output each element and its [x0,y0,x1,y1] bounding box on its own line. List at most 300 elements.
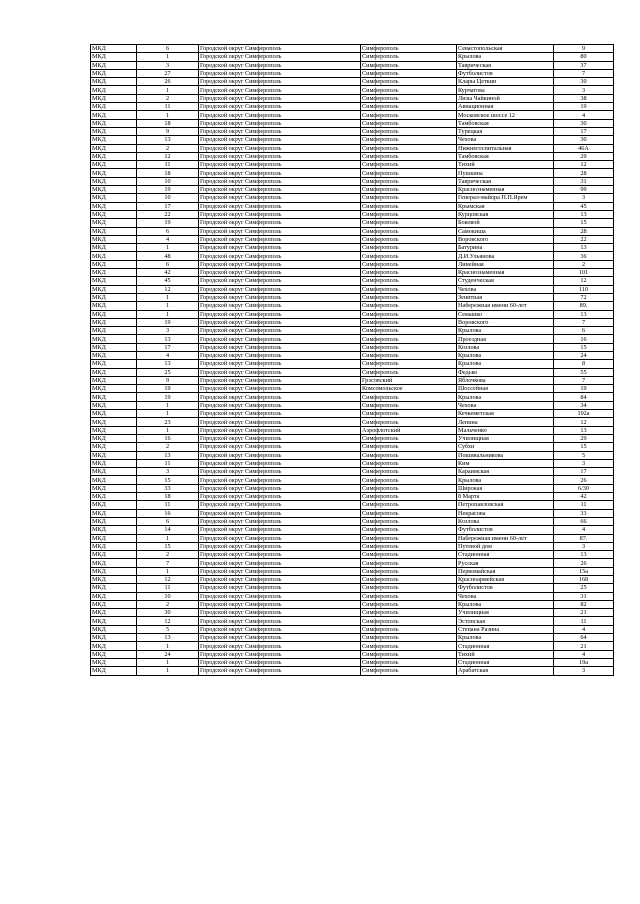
street-cell: Боковой [457,219,554,227]
locality-cell: Симферополь [361,161,457,169]
table-row [91,576,614,584]
table-row [91,194,614,202]
table-row [91,103,614,111]
house-number-cell: 110 [554,285,614,293]
number-cell: 1 [137,302,199,310]
number-cell: 12 [137,285,199,293]
district-cell: Городской округ Симферополь [199,642,361,650]
building-type-cell: МКД [91,53,137,61]
house-number-cell: 13 [554,244,614,252]
number-cell: 2 [137,443,199,451]
house-number-cell: 15 [554,443,614,451]
district-cell: Городской округ Симферополь [199,559,361,567]
district-cell: Городской округ Симферополь [199,385,361,393]
street-cell: Курцовская [457,210,554,218]
street-cell: Московское шоссе 12 [457,111,554,119]
house-number-cell: 13 [554,210,614,218]
district-cell: Городской округ Симферополь [199,584,361,592]
street-cell: Училищная [457,609,554,617]
street-cell: Пушкина [457,169,554,177]
number-cell: 11 [137,459,199,467]
building-type-cell: МКД [91,61,137,69]
house-number-cell: 12 [554,161,614,169]
house-number-cell: 28 [554,227,614,235]
street-cell: Арабатская [457,667,554,675]
building-type-cell: МКД [91,269,137,277]
district-cell: Городской округ Симферополь [199,451,361,459]
locality-cell: Симферополь [361,517,457,525]
building-type-cell: МКД [91,136,137,144]
locality-cell: Симферополь [361,476,457,484]
district-cell: Городской округ Симферополь [199,526,361,534]
building-type-cell: МКД [91,219,137,227]
building-type-cell: МКД [91,609,137,617]
street-cell: Русская [457,559,554,567]
house-number-cell: 3 [554,667,614,675]
table-row [91,219,614,227]
building-type-cell: МКД [91,459,137,467]
table-row [91,136,614,144]
locality-cell: Симферополь [361,650,457,658]
district-cell: Городской округ Симферополь [199,235,361,243]
table-row [91,617,614,625]
locality-cell: Симферополь [361,227,457,235]
table-row [91,484,614,492]
table-row [91,269,614,277]
street-cell: Тамбовская [457,152,554,160]
house-number-cell: 13 [554,310,614,318]
house-number-cell: 2 [554,260,614,268]
table-row [91,493,614,501]
number-cell: 3 [137,468,199,476]
table-row [91,368,614,376]
locality-cell: Грэсовский [361,376,457,384]
table-row [91,327,614,335]
building-type-cell: МКД [91,45,137,53]
table-row [91,335,614,343]
building-type-cell: МКД [91,368,137,376]
locality-cell: Симферополь [361,658,457,666]
house-number-cell: 192а [554,410,614,418]
locality-cell: Симферополь [361,443,457,451]
locality-cell: Симферополь [361,318,457,326]
street-cell: Футболистов [457,526,554,534]
locality-cell: Симферополь [361,252,457,260]
district-cell: Городской округ Симферополь [199,360,361,368]
district-cell: Городской округ Симферополь [199,269,361,277]
street-cell: Пошивальникова [457,451,554,459]
building-type-cell: МКД [91,227,137,235]
district-cell: Городской округ Симферополь [199,252,361,260]
building-type-cell: МКД [91,285,137,293]
number-cell: 22 [137,210,199,218]
number-cell: 1 [137,426,199,434]
number-cell: 4 [137,235,199,243]
number-cell: 30 [137,609,199,617]
district-cell: Городской округ Симферополь [199,161,361,169]
locality-cell: Симферополь [361,418,457,426]
table-row [91,318,614,326]
building-type-cell: МКД [91,534,137,542]
house-number-cell: 19 [554,103,614,111]
house-number-cell: 42 [554,493,614,501]
house-number-cell: 46А [554,144,614,152]
district-cell: Городской округ Симферополь [199,551,361,559]
house-number-cell: 38 [554,94,614,102]
district-cell: Городской округ Симферополь [199,293,361,301]
locality-cell: Симферополь [361,459,457,467]
street-cell: Крылова [457,360,554,368]
number-cell: 6 [137,227,199,235]
district-cell: Городской округ Симферополь [199,476,361,484]
building-type-cell: МКД [91,69,137,77]
number-cell: 11 [137,584,199,592]
number-cell: 1 [137,534,199,542]
street-cell: Лизы Чайкиной [457,94,554,102]
house-number-cell: 26 [554,559,614,567]
locality-cell: Симферополь [361,368,457,376]
building-type-cell: МКД [91,161,137,169]
locality-cell: Симферополь [361,534,457,542]
house-number-cell: 29 [554,152,614,160]
building-type-cell: МКД [91,194,137,202]
street-cell: Таврическая [457,61,554,69]
locality-cell: Симферополь [361,592,457,600]
number-cell: 15 [137,542,199,550]
locality-cell: Симферополь [361,202,457,210]
building-type-cell: МКД [91,111,137,119]
district-cell: Городской округ Симферополь [199,393,361,401]
locality-cell: Симферополь [361,393,457,401]
street-cell: Тихий [457,650,554,658]
building-type-cell: МКД [91,576,137,584]
district-cell: Городской округ Симферополь [199,625,361,633]
number-cell: 17 [137,202,199,210]
table-row [91,426,614,434]
house-number-cell: 7 [554,318,614,326]
table-row [91,650,614,658]
building-type-cell: МКД [91,351,137,359]
locality-cell: Симферополь [361,86,457,94]
house-number-cell: 12 [554,418,614,426]
house-number-cell: 26 [554,476,614,484]
number-cell: 12 [137,152,199,160]
building-type-cell: МКД [91,385,137,393]
housing-table [90,44,614,676]
house-number-cell: 55 [554,368,614,376]
locality-cell: Симферополь [361,285,457,293]
building-type-cell: МКД [91,410,137,418]
number-cell: 3 [137,61,199,69]
number-cell: 13 [137,335,199,343]
table-row [91,244,614,252]
table-row [91,302,614,310]
building-type-cell: МКД [91,177,137,185]
street-cell: Авиационная [457,103,554,111]
building-type-cell: МКД [91,327,137,335]
locality-cell: Симферополь [361,169,457,177]
building-type-cell: МКД [91,244,137,252]
street-cell: Севастопольская [457,45,554,53]
number-cell: 45 [137,277,199,285]
building-type-cell: МКД [91,434,137,442]
table-row [91,476,614,484]
locality-cell: Симферополь [361,144,457,152]
building-type-cell: МКД [91,584,137,592]
number-cell: 24 [137,650,199,658]
building-type-cell: МКД [91,235,137,243]
street-cell: Крылова [457,476,554,484]
number-cell: 12 [137,576,199,584]
street-cell: Стадионная [457,551,554,559]
street-cell: Таврическая [457,177,554,185]
street-cell: Козлова [457,343,554,351]
locality-cell: Симферополь [361,360,457,368]
table-row [91,600,614,608]
number-cell: 1 [137,293,199,301]
district-cell: Городской округ Симферополь [199,144,361,152]
locality-cell: Симферополь [361,625,457,633]
number-cell: 1 [137,667,199,675]
table-row [91,161,614,169]
table-row [91,360,614,368]
building-type-cell: МКД [91,443,137,451]
table-row [91,559,614,567]
table-row [91,177,614,185]
table-row [91,376,614,384]
table-row [91,418,614,426]
building-type-cell: МКД [91,600,137,608]
number-cell: 27 [137,69,199,77]
district-cell: Городской округ Симферополь [199,468,361,476]
street-cell: Эстонская [457,617,554,625]
number-cell: 42 [137,269,199,277]
district-cell: Городской округ Симферополь [199,277,361,285]
street-cell: Некрасова [457,509,554,517]
house-number-cell: 82 [554,600,614,608]
locality-cell: Аэрофлотский [361,426,457,434]
street-cell: Крымская [457,202,554,210]
locality-cell: Симферополь [361,111,457,119]
district-cell: Городской округ Симферополь [199,45,361,53]
street-cell: Ленина [457,418,554,426]
locality-cell: Симферополь [361,61,457,69]
house-number-cell: 11 [554,501,614,509]
district-cell: Городской округ Симферополь [199,302,361,310]
locality-cell: Симферополь [361,152,457,160]
table-row [91,658,614,666]
house-number-cell: 30 [554,78,614,86]
number-cell: 1 [137,86,199,94]
table-row [91,260,614,268]
building-type-cell: МКД [91,152,137,160]
table-row [91,642,614,650]
street-cell: Козлова [457,517,554,525]
number-cell: 5 [137,625,199,633]
locality-cell: Симферополь [361,509,457,517]
district-cell: Городской округ Симферополь [199,501,361,509]
district-cell: Городской округ Симферополь [199,202,361,210]
street-cell: Чехова [457,285,554,293]
locality-cell: Симферополь [361,177,457,185]
locality-cell: Симферополь [361,335,457,343]
table-row [91,119,614,127]
house-number-cell: 168 [554,576,614,584]
house-number-cell: 5 [554,451,614,459]
table-row [91,210,614,218]
number-cell: 1 [137,410,199,418]
number-cell: 13 [137,451,199,459]
district-cell: Городской округ Симферополь [199,368,361,376]
number-cell: 12 [137,617,199,625]
house-number-cell: 3 [554,459,614,467]
table-row [91,551,614,559]
building-type-cell: МКД [91,335,137,343]
building-type-cell: МКД [91,169,137,177]
building-type-cell: МКД [91,360,137,368]
number-cell: 15 [137,476,199,484]
table-row [91,534,614,542]
street-cell: Набережная имени 60-лет [457,302,554,310]
street-cell: Первомайская [457,567,554,575]
house-number-cell: 30 [554,119,614,127]
house-number-cell: 9 [554,45,614,53]
table-row [91,667,614,675]
district-cell: Городской округ Симферополь [199,617,361,625]
number-cell: 16 [137,509,199,517]
number-cell: 19 [137,219,199,227]
number-cell: 1 [137,310,199,318]
table-row [91,592,614,600]
table-row [91,293,614,301]
table-row [91,252,614,260]
building-type-cell: МКД [91,468,137,476]
locality-cell: Симферополь [361,69,457,77]
building-type-cell: МКД [91,667,137,675]
house-number-cell: 6/30 [554,484,614,492]
district-cell: Городской округ Симферополь [199,186,361,194]
locality-cell: Симферополь [361,119,457,127]
district-cell: Городской округ Симферополь [199,509,361,517]
table-row [91,235,614,243]
locality-cell: Симферополь [361,567,457,575]
house-number-cell: 36 [554,252,614,260]
locality-cell: Симферополь [361,210,457,218]
street-cell: Крылова [457,393,554,401]
number-cell: 14 [137,526,199,534]
building-type-cell: МКД [91,418,137,426]
number-cell: 19 [137,186,199,194]
building-type-cell: МКД [91,186,137,194]
house-number-cell: 17 [554,468,614,476]
number-cell: 13 [137,360,199,368]
building-type-cell: МКД [91,642,137,650]
district-cell: Городской округ Симферополь [199,534,361,542]
street-cell: Крылова [457,634,554,642]
district-cell: Городской округ Симферополь [199,567,361,575]
building-type-cell: МКД [91,376,137,384]
district-cell: Городской округ Симферополь [199,94,361,102]
district-cell: Городской округ Симферополь [199,459,361,467]
locality-cell: Симферополь [361,451,457,459]
table-row [91,202,614,210]
number-cell: 1 [137,642,199,650]
street-cell: Клары Цеткин [457,78,554,86]
building-type-cell: МКД [91,127,137,135]
street-cell: Федько [457,368,554,376]
building-type-cell: МКД [91,509,137,517]
street-cell: Проездная [457,335,554,343]
table-row [91,343,614,351]
number-cell: 1 [137,567,199,575]
district-cell: Городской округ Симферополь [199,227,361,235]
district-cell: Городской округ Симферополь [199,111,361,119]
building-type-cell: МКД [91,252,137,260]
number-cell: 48 [137,252,199,260]
building-type-cell: МКД [91,310,137,318]
building-type-cell: МКД [91,484,137,492]
locality-cell: Симферополь [361,600,457,608]
number-cell: 11 [137,501,199,509]
building-type-cell: МКД [91,202,137,210]
number-cell: 25 [137,368,199,376]
house-number-cell: 22 [554,235,614,243]
house-number-cell: 21 [554,642,614,650]
district-cell: Городской округ Симферополь [199,650,361,658]
table-row [91,144,614,152]
number-cell: 1 [137,53,199,61]
locality-cell: Симферополь [361,94,457,102]
locality-cell: Симферополь [361,617,457,625]
number-cell: 18 [137,119,199,127]
number-cell: 2 [137,94,199,102]
table-row [91,310,614,318]
locality-cell: Симферополь [361,609,457,617]
number-cell: 2 [137,600,199,608]
street-cell: 8 Марта [457,493,554,501]
house-number-cell: 7 [554,376,614,384]
number-cell: 4 [137,351,199,359]
building-type-cell: МКД [91,634,137,642]
street-cell: Крылова [457,327,554,335]
street-cell: Шоссейная [457,385,554,393]
district-cell: Городской округ Симферополь [199,351,361,359]
district-cell: Городской округ Симферополь [199,310,361,318]
district-cell: Городской округ Симферополь [199,600,361,608]
locality-cell: Симферополь [361,269,457,277]
table-row [91,351,614,359]
building-type-cell: МКД [91,592,137,600]
locality-cell: Симферополь [361,526,457,534]
locality-cell: Симферополь [361,501,457,509]
district-cell: Городской округ Симферополь [199,327,361,335]
table-row [91,53,614,61]
building-type-cell: МКД [91,94,137,102]
table-row [91,542,614,550]
locality-cell: Симферополь [361,136,457,144]
house-number-cell: 31 [554,592,614,600]
house-number-cell: 17 [554,127,614,135]
street-cell: Широкая [457,484,554,492]
number-cell: 1 [137,401,199,409]
number-cell: 7 [137,559,199,567]
building-type-cell: МКД [91,343,137,351]
table-row [91,186,614,194]
house-number-cell: 80 [554,53,614,61]
district-cell: Городской округ Симферополь [199,61,361,69]
house-number-cell: 15 [554,343,614,351]
number-cell: 2 [137,144,199,152]
